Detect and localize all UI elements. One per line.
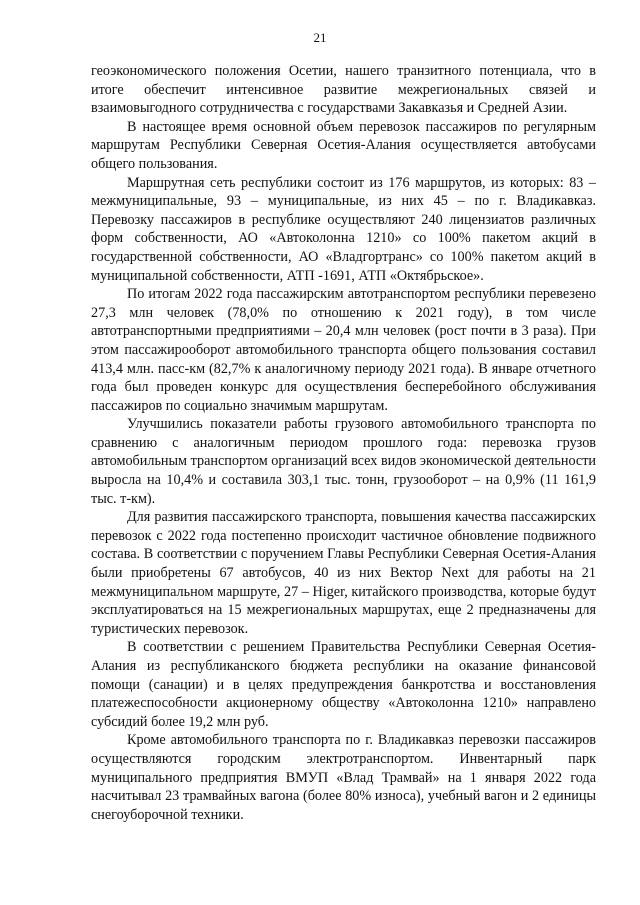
paragraph-bus-transport: В настоящее время основной объем перевозок пассажиров по регулярным маршрутам Республики Северная Осетия-Алания осуществляется автобусами общего пользования. [91,118,596,172]
paragraph-passenger-results: По итогам 2022 года пассажирским автотранспортом республики перевезено 27,3 млн человек (78,0% по отношению к 2021 году), в том числе автотранспортными предприятиями – 20,4 млн человек (рост почти в 3 раза). При этом пассажирооборот автомобильного транспорта общего пользования составил 413,4 млн. пасс-км (82,7% к аналогичному периоду 2021 года). В январе отчетного года был проведен конкурс для осуществления бесперебойного обслуживания пассажиров по социально значимым маршрутам. [91,286,596,414]
paragraph-tram-transport: Кроме автомобильного транспорта по г. Владикавказ перевозки пассажиров осуществляются городским электротранспортом. Инвентарный парк муниципального предприятия ВМУП «Влад Трамвай» на 1 января 2022 года насчитывал 23 трамвайных вагона (более 80% износа), учебный вагон и 2 единицы снегоуборочной техники. [91,732,596,823]
paragraph-freight-transport: Улучшились показатели работы грузового автомобильного транспорта по сравнению с аналогичным периодом прошлого года: перевозка грузов автомобильным транспортом организаций всех видов экономической деятельности выросла на 10,4% и составила 303,1 тыс. тонн, грузооборот – на 0,9% (11 161,9 тыс. т-км). [91,416,596,507]
document-body [91,62,596,824]
page-number: 21 [313,30,327,45]
paragraph-fleet-renewal: Для развития пассажирского транспорта, повышения качества пассажирских перевозок с 2022 года постепенно происходит частичное обновление подвижного состава. В соответствии с поручением Главы Республики Северная Осетия-Алания были приобретены 67 автобусов, 40 из них Вектор Next для работы на 21 межмуниципальном маршруте, 27 – Higer, китайского производства, которые будут эксплуатироваться на 15 межрегиональных маршрутах, еще 2 предназначены для туристических перевозок. [91,509,596,637]
paragraph-subsidies: В соответствии с решением Правительства Республики Северная Осетия-Алания из республиканского бюджета республики на оказание финансовой помощи (санации) и в целях предупреждения банкротства и восстановления платежеспособности акционерному обществу «Автоколонна 1210» направлено субсидий более 19,2 млн руб. [91,639,596,730]
paragraph-route-network: Маршрутная сеть республики состоит из 176 маршрутов, из которых: 83 – межмуниципальные, 93 – муниципальные, из них 45 – по г. Владикавказ. Перевозку пассажиров в республике осуществляют 240 лицензиатов различных форм собственности, АО «Автоколонна 1210» со 100% пакетом акций в государственной собственности, АО «Владгортранс» со 100% пакетом акций в муниципальной собственности, АТП -1691, АТП «Октябрьское». [91,174,596,284]
paragraph-continued: геоэкономического положения Осетии, нашего транзитного потенциала, что в итоге обеспечит интенсивное развитие межрегиональных связей и взаимовыгодного сотрудничества с государствами Закавказья и Средней Азии. [91,63,596,117]
